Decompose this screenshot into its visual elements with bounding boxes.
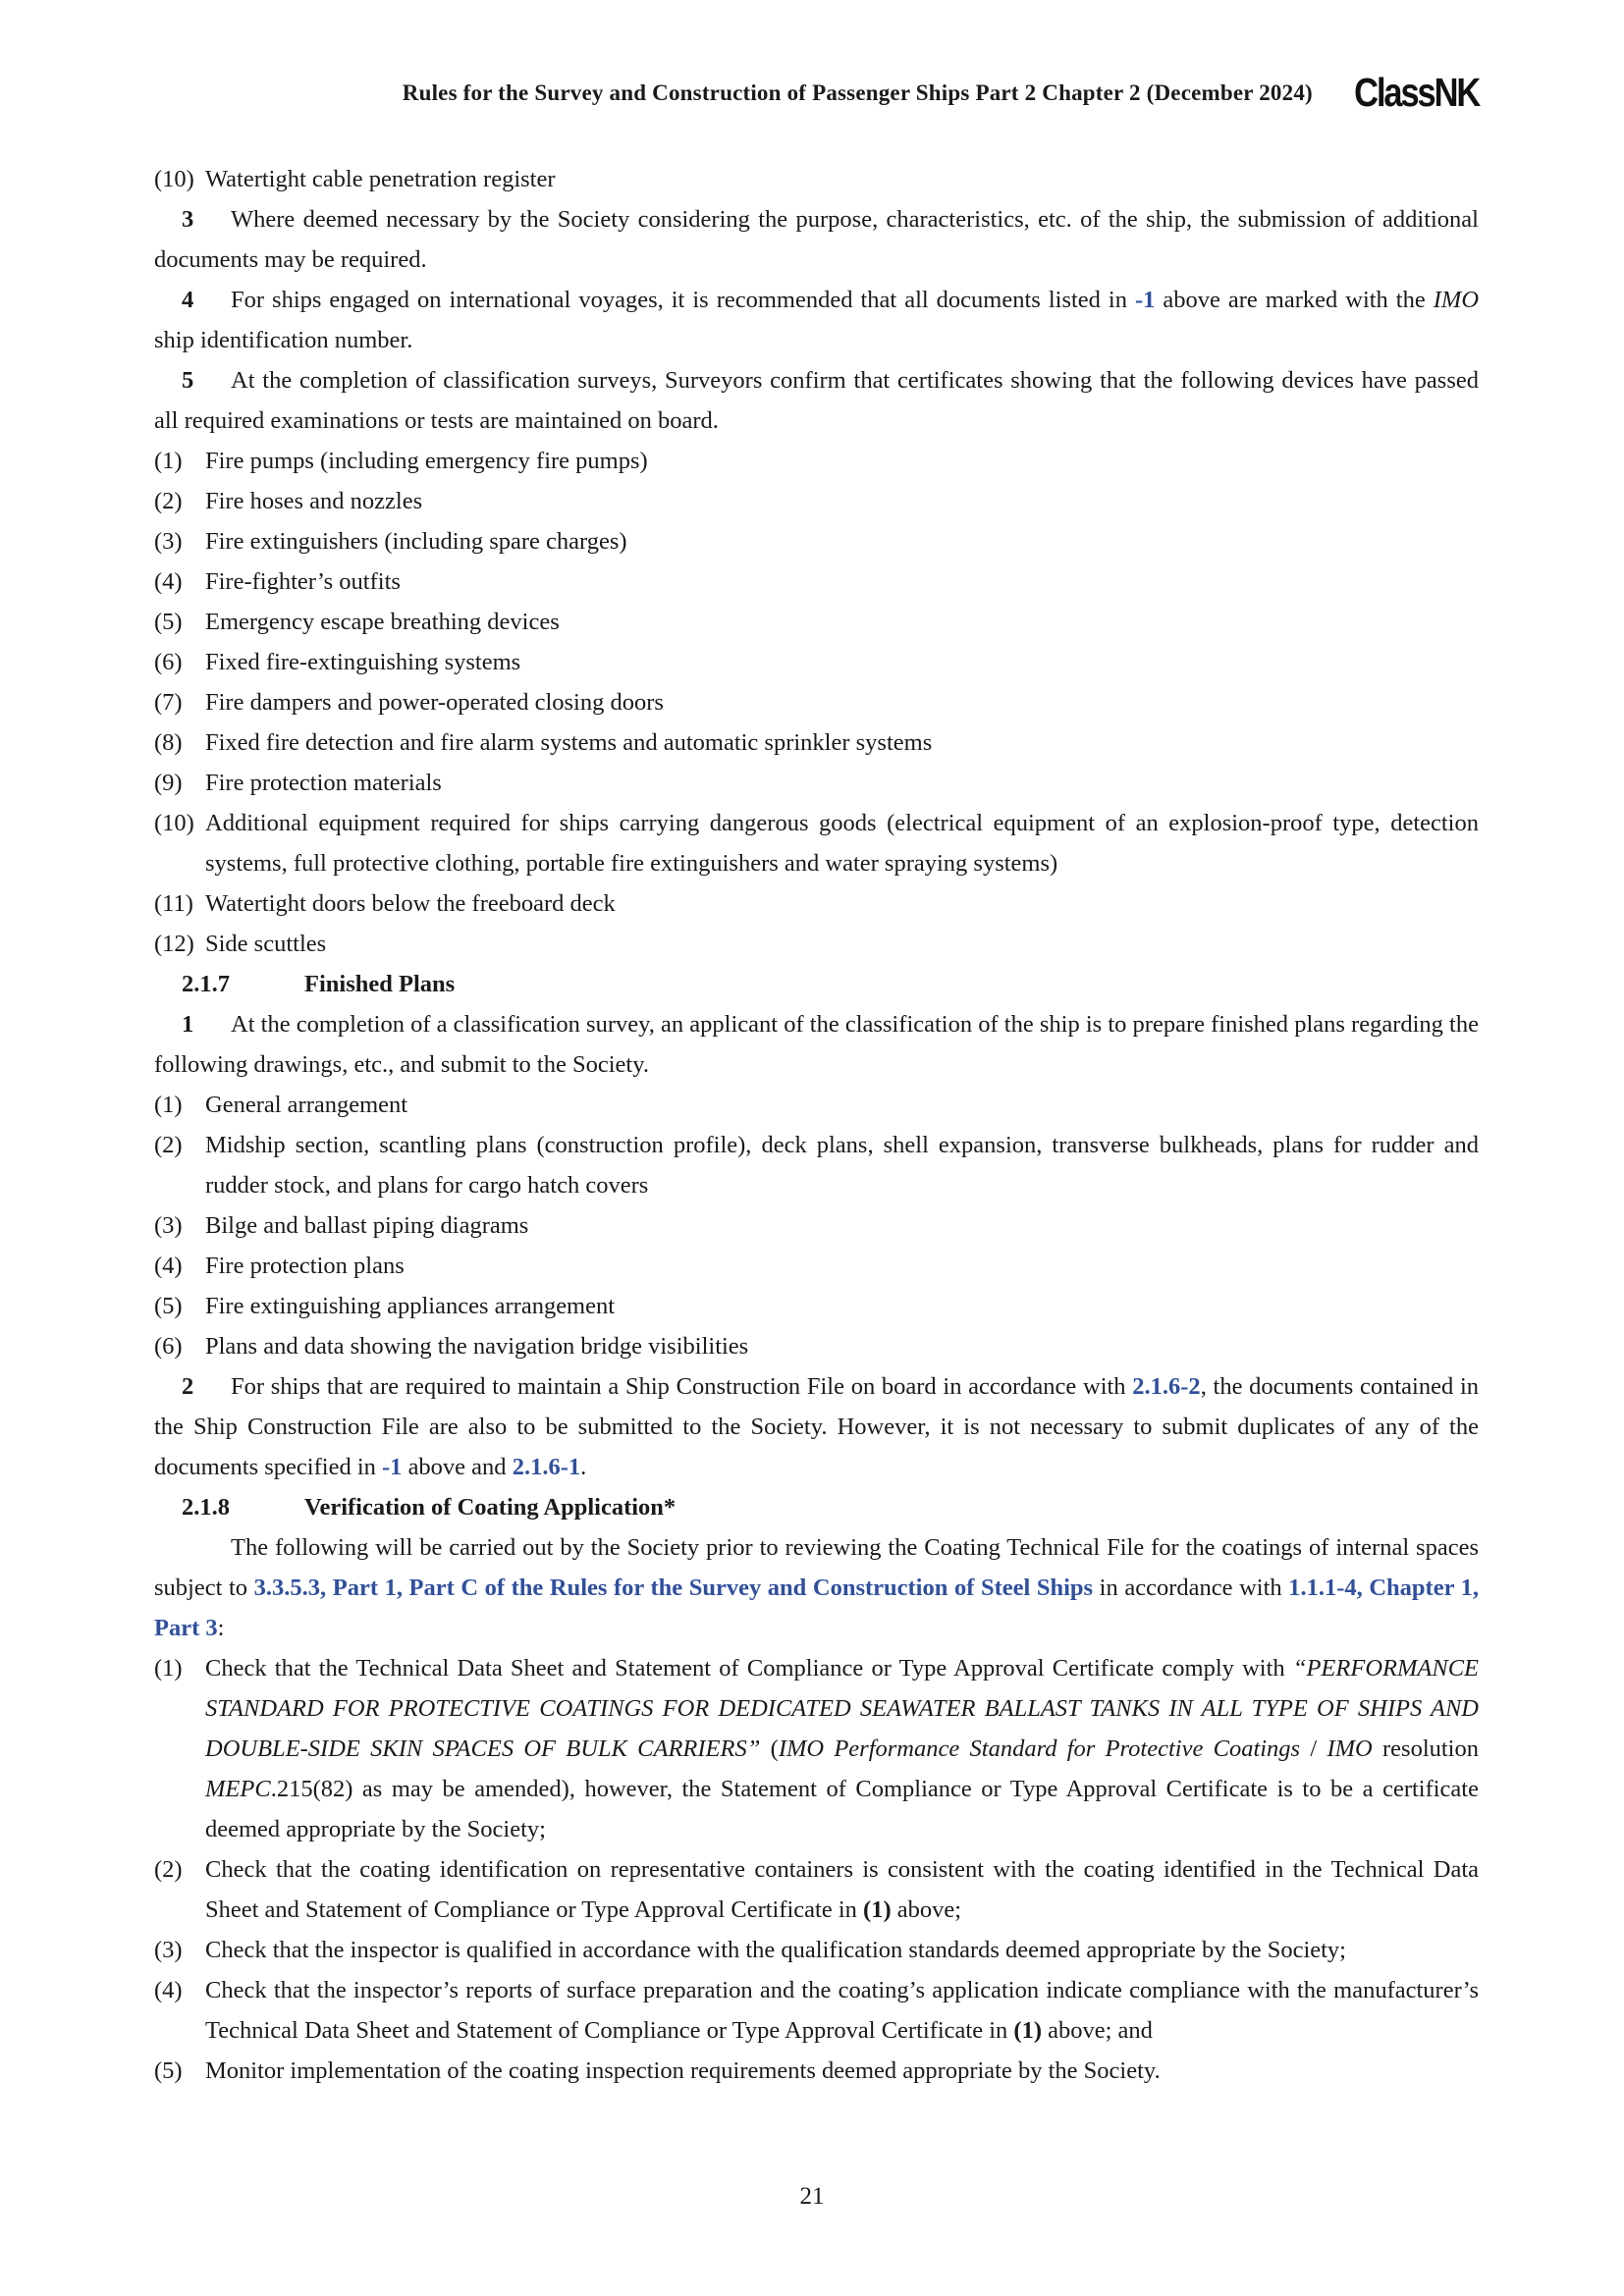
- list-item: [154, 441, 1479, 481]
- text-run: Side scuttles: [205, 931, 327, 957]
- text-run: IMO: [1326, 1735, 1373, 1762]
- text-run: above are marked with the: [1155, 287, 1434, 313]
- text-run: Bilge and ballast piping diagrams: [205, 1212, 529, 1239]
- list-item: [154, 803, 1479, 883]
- text-run: IMO: [1433, 287, 1480, 313]
- text-run: Fire hoses and nozzles: [205, 488, 423, 514]
- classnk-logo: ClassNK: [1354, 70, 1479, 115]
- list-item: [154, 642, 1479, 682]
- cross-reference-link[interactable]: 3.3.5.3, Part 1, Part C of the Rules for the Survey and Construction of Steel Ships: [253, 1575, 1094, 1601]
- item-number: (5): [154, 1293, 183, 1319]
- text-run: Fire dampers and power-operated closing doors: [205, 689, 664, 716]
- item-number: (10): [154, 810, 194, 836]
- item-number: (8): [154, 729, 183, 756]
- item-number: (1): [154, 1655, 183, 1682]
- text-run: Fire protection plans: [205, 1253, 405, 1279]
- item-number: 3: [182, 206, 194, 233]
- paragraph: [154, 1366, 1479, 1487]
- text-run: (1): [863, 1896, 892, 1923]
- item-number: (2): [154, 1856, 183, 1883]
- list-item: [154, 602, 1479, 642]
- list-item: [154, 722, 1479, 763]
- list-item: [154, 1970, 1479, 2051]
- item-number: 5: [182, 367, 194, 394]
- paragraph: [154, 199, 1479, 280]
- cross-reference-link[interactable]: 2.1.6-2: [1132, 1373, 1201, 1400]
- text-run: Watertight cable penetration register: [205, 166, 556, 192]
- section-title: Verification of Coating Application*: [304, 1494, 677, 1521]
- item-number: (11): [154, 890, 193, 917]
- list-item: [154, 763, 1479, 803]
- item-number: (2): [154, 1132, 183, 1158]
- text-run: Emergency escape breathing devices: [205, 609, 560, 635]
- cross-reference-link[interactable]: 1.1.1-4, Chapter 1, Part 3: [154, 1575, 1479, 1641]
- section-number: 2.1.7: [182, 971, 230, 997]
- list-item: [154, 682, 1479, 722]
- list-item: [154, 159, 1479, 199]
- list-item: [154, 924, 1479, 964]
- document-content: [154, 159, 1479, 2091]
- item-number: (6): [154, 1333, 183, 1360]
- item-number: (12): [154, 931, 194, 957]
- running-head: Rules for the Survey and Construction of Passenger Ships Part 2 Chapter 2 (December 2024): [402, 80, 1313, 105]
- paragraph: [154, 360, 1479, 441]
- text-run: .215(82) as may be amended), however, the Statement of Compliance or Type Approval Certificate is to be a certificate deemed appropriate by the Society;: [205, 1776, 1479, 1842]
- text-run: Check that the coating identification on representative containers is consistent with the coating identified in the Technical Data Sheet and Statement of Compliance or Type Approval Certificate in: [205, 1856, 1479, 1923]
- item-number: 4: [182, 287, 194, 313]
- item-number: (9): [154, 770, 183, 796]
- item-number: (10): [154, 166, 194, 192]
- list-item: [154, 883, 1479, 924]
- text-run: Watertight doors below the freeboard deck: [205, 890, 616, 917]
- list-item: [154, 1648, 1479, 1849]
- text-run: “PERFORMANCE STANDARD FOR PROTECTIVE COATINGS FOR DEDICATED SEAWATER BALLAST TANKS IN ALL TYPE OF SHIPS AND DOUBLE-SIDE SKIN SPACES OF BULK CARRIERS”: [205, 1655, 1479, 1762]
- text-run: Monitor implementation of the coating inspection requirements deemed appropriate by the Society.: [205, 2057, 1161, 2084]
- text-run: Midship section, scantling plans (construction profile), deck plans, shell expansion, transverse bulkheads, plans for rudder and rudder stock, and plans for cargo hatch covers: [205, 1132, 1479, 1199]
- page-number: 21: [799, 2183, 825, 2210]
- item-number: (4): [154, 1977, 183, 2003]
- item-number: (6): [154, 649, 183, 675]
- text-run: Fire protection materials: [205, 770, 442, 796]
- item-number: (3): [154, 1212, 183, 1239]
- text-run: /: [1300, 1735, 1327, 1762]
- section-heading: [154, 964, 1479, 1004]
- item-number: (3): [154, 1937, 183, 1963]
- text-run: IMO Performance Standard for Protective Coatings: [778, 1735, 1301, 1762]
- text-run: Additional equipment required for ships carrying dangerous goods (electrical equipment of an explosion-proof type, detection systems, full protective clothing, portable fire extinguishers and water spraying systems): [205, 810, 1479, 877]
- cross-reference-link[interactable]: -1: [1134, 287, 1156, 313]
- text-run: At the completion of classification surveys, Surveyors confirm that certificates showing that the following devices have passed all required examinations or tests are maintained on board.: [154, 367, 1479, 434]
- text-run: Fire extinguishing appliances arrangement: [205, 1293, 616, 1319]
- text-run: MEPC: [205, 1776, 271, 1802]
- text-run: (: [760, 1735, 779, 1762]
- text-run: Fire pumps (including emergency fire pumps): [205, 448, 648, 474]
- item-number: (5): [154, 609, 183, 635]
- text-run: For ships engaged on international voyages, it is recommended that all documents listed in: [231, 287, 1135, 313]
- item-number: (5): [154, 2057, 183, 2084]
- paragraph: [154, 1004, 1479, 1085]
- cross-reference-link[interactable]: -1: [382, 1454, 403, 1480]
- item-number: (4): [154, 568, 183, 595]
- text-run: above; and: [1041, 2017, 1153, 2044]
- text-run: in accordance with: [1093, 1575, 1289, 1601]
- item-number: (4): [154, 1253, 183, 1279]
- text-run: Fixed fire detection and fire alarm systems and automatic sprinkler systems: [205, 729, 933, 756]
- text-run: Where deemed necessary by the Society considering the purpose, characteristics, etc. of the ship, the submission of additional documents may be required.: [154, 206, 1479, 273]
- text-run: resolution: [1372, 1735, 1479, 1762]
- text-run: Check that the inspector is qualified in accordance with the qualification standards deemed appropriate by the Society;: [205, 1937, 1346, 1963]
- list-item: [154, 561, 1479, 602]
- text-run: Fire-fighter’s outfits: [205, 568, 401, 595]
- text-run: For ships that are required to maintain a Ship Construction File on board in accordance with: [231, 1373, 1133, 1400]
- list-item: [154, 1125, 1479, 1205]
- list-item: [154, 1326, 1479, 1366]
- text-run: The following will be carried out by the Society prior to reviewing the Coating Technical File for the coatings of internal spaces subject to: [154, 1534, 1479, 1601]
- section-title: Finished Plans: [304, 971, 456, 997]
- text-run: above and: [402, 1454, 513, 1480]
- text-run: Fixed fire-extinguishing systems: [205, 649, 521, 675]
- page-header: [154, 70, 1479, 115]
- paragraph: [154, 1527, 1479, 1648]
- text-run: General arrangement: [205, 1092, 408, 1118]
- text-run: Plans and data showing the navigation bridge visibilities: [205, 1333, 749, 1360]
- list-item: [154, 1085, 1479, 1125]
- item-number: 2: [182, 1373, 194, 1400]
- text-run: Fire extinguishers (including spare charges): [205, 528, 627, 555]
- text-run: Check that the inspector’s reports of surface preparation and the coating’s application indicate compliance with the manufacturer’s Technical Data Sheet and Statement of Compliance or Type Approval Certificate in: [205, 1977, 1479, 2044]
- item-number: 1: [182, 1011, 194, 1038]
- list-item: [154, 1849, 1479, 1930]
- text-run: .: [580, 1454, 587, 1480]
- text-run: above;: [891, 1896, 962, 1923]
- item-number: (2): [154, 488, 183, 514]
- list-item: [154, 1930, 1479, 1970]
- text-run: ship identification number.: [154, 327, 413, 353]
- list-item: [154, 1246, 1479, 1286]
- item-number: (1): [154, 1092, 183, 1118]
- list-item: [154, 2051, 1479, 2091]
- cross-reference-link[interactable]: 2.1.6-1: [512, 1454, 581, 1480]
- section-heading: [154, 1487, 1479, 1527]
- list-item: [154, 481, 1479, 521]
- text-run: At the completion of a classification survey, an applicant of the classification of the ship is to prepare finished plans regarding the following drawings, etc., and submit to the Society.: [154, 1011, 1479, 1078]
- list-item: [154, 521, 1479, 561]
- text-run: (1): [1013, 2017, 1042, 2044]
- item-number: (7): [154, 689, 183, 716]
- item-number: (1): [154, 448, 183, 474]
- section-number: 2.1.8: [182, 1494, 230, 1521]
- paragraph: [154, 280, 1479, 360]
- list-item: [154, 1205, 1479, 1246]
- text-run: :: [217, 1615, 225, 1641]
- item-number: (3): [154, 528, 183, 555]
- text-run: , the documents contained in the Ship Construction File are also to be submitted to the Society. However, it is not necessary to submit duplicates of any of the documents specified in: [154, 1373, 1479, 1480]
- text-run: Check that the Technical Data Sheet and Statement of Compliance or Type Approval Certificate comply with: [205, 1655, 1293, 1682]
- list-item: [154, 1286, 1479, 1326]
